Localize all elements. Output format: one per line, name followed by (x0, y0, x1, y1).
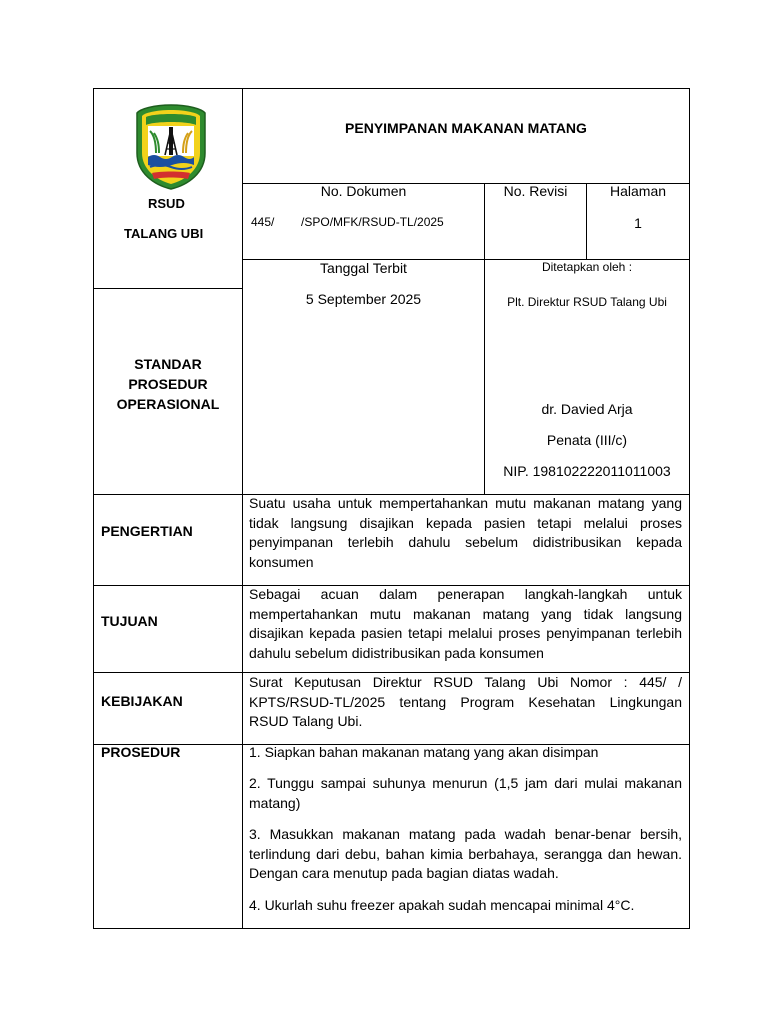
doc-type-line2: PROSEDUR (128, 376, 208, 392)
regency-emblem-icon (134, 103, 208, 191)
halaman-label: Halaman (609, 183, 667, 199)
tujuan-label: TUJUAN (101, 613, 158, 629)
prosedur-label: PROSEDUR (101, 744, 181, 760)
pengertian-label-cell (93, 494, 243, 586)
prosedur-step-4: 4. Ukurlah suhu freezer apakah sudah mencapai minimal 4°C. (249, 897, 635, 913)
org-name-line1: RSUD (148, 196, 185, 211)
doc-type-line1: STANDAR (134, 356, 202, 372)
ditetapkan-jabatan: Plt. Direktur RSUD Talang Ubi (507, 295, 667, 309)
prosedur-step-3: 3. Masukkan makanan matang pada wadah benar-benar bersih, terlindung dari debu, bahan kimia berbahaya, serangga dan hewan. Dengan cara menutup pada bagian diatas wadah. (249, 826, 682, 881)
halaman-value: 1 (634, 215, 642, 231)
signer-rank: Penata (III/c) (546, 432, 628, 448)
kebijakan-label: KEBIJAKAN (101, 693, 183, 709)
tanggal-terbit-value: 5 September 2025 (305, 291, 422, 307)
signer-nip: NIP. 198102222011011003 (503, 463, 671, 479)
prosedur-label-cell (93, 744, 243, 929)
prosedur-step-1: 1. Siapkan bahan makanan matang yang akan disimpan (249, 744, 599, 760)
no-revisi-label: No. Revisi (503, 183, 568, 199)
tujuan-label-cell (93, 585, 243, 673)
org-name-line2: TALANG UBI (124, 226, 204, 241)
signer-name: dr. Davied Arja (541, 401, 633, 417)
pengertian-label: PENGERTIAN (101, 523, 193, 539)
tanggal-terbit-label: Tanggal Terbit (320, 260, 407, 276)
kebijakan-text: Surat Keputusan Direktur RSUD Talang Ubi Nomor : 445/ / KPTS/RSUD-TL/2025 tentang Program Kesehatan Lingkungan RSUD Talang Ubi. (249, 674, 682, 729)
header-title-cell (242, 88, 690, 184)
prosedur-step-2: 2. Tunggu sampai suhunya menurun (1,5 jam dari mulai makanan matang) (249, 775, 682, 811)
no-dokumen-value: 445/ /SPO/MFK/RSUD-TL/2025 (251, 215, 444, 229)
tujuan-text: Sebagai acuan dalam penerapan langkah-langkah untuk mempertahankan mutu makanan matang yang tidak langsung disajikan kepada pasien tetapi melalui proses penyimpanan terlebih dahulu sebelum didistribusikan pada konsumen (249, 586, 682, 661)
no-dokumen-label: No. Dokumen (320, 183, 407, 199)
document-title: PENYIMPANAN MAKANAN MATANG (345, 120, 587, 136)
doc-type-line3: OPERASIONAL (116, 396, 220, 412)
ditetapkan-label: Ditetapkan oleh : (541, 260, 633, 274)
pengertian-text: Suatu usaha untuk mempertahankan mutu makanan matang yang tidak langsung disajikan kepada pasien tetapi melalui proses penyimpanan terlebih dahulu sebelum didistribusikan kepada konsumen (249, 495, 682, 570)
